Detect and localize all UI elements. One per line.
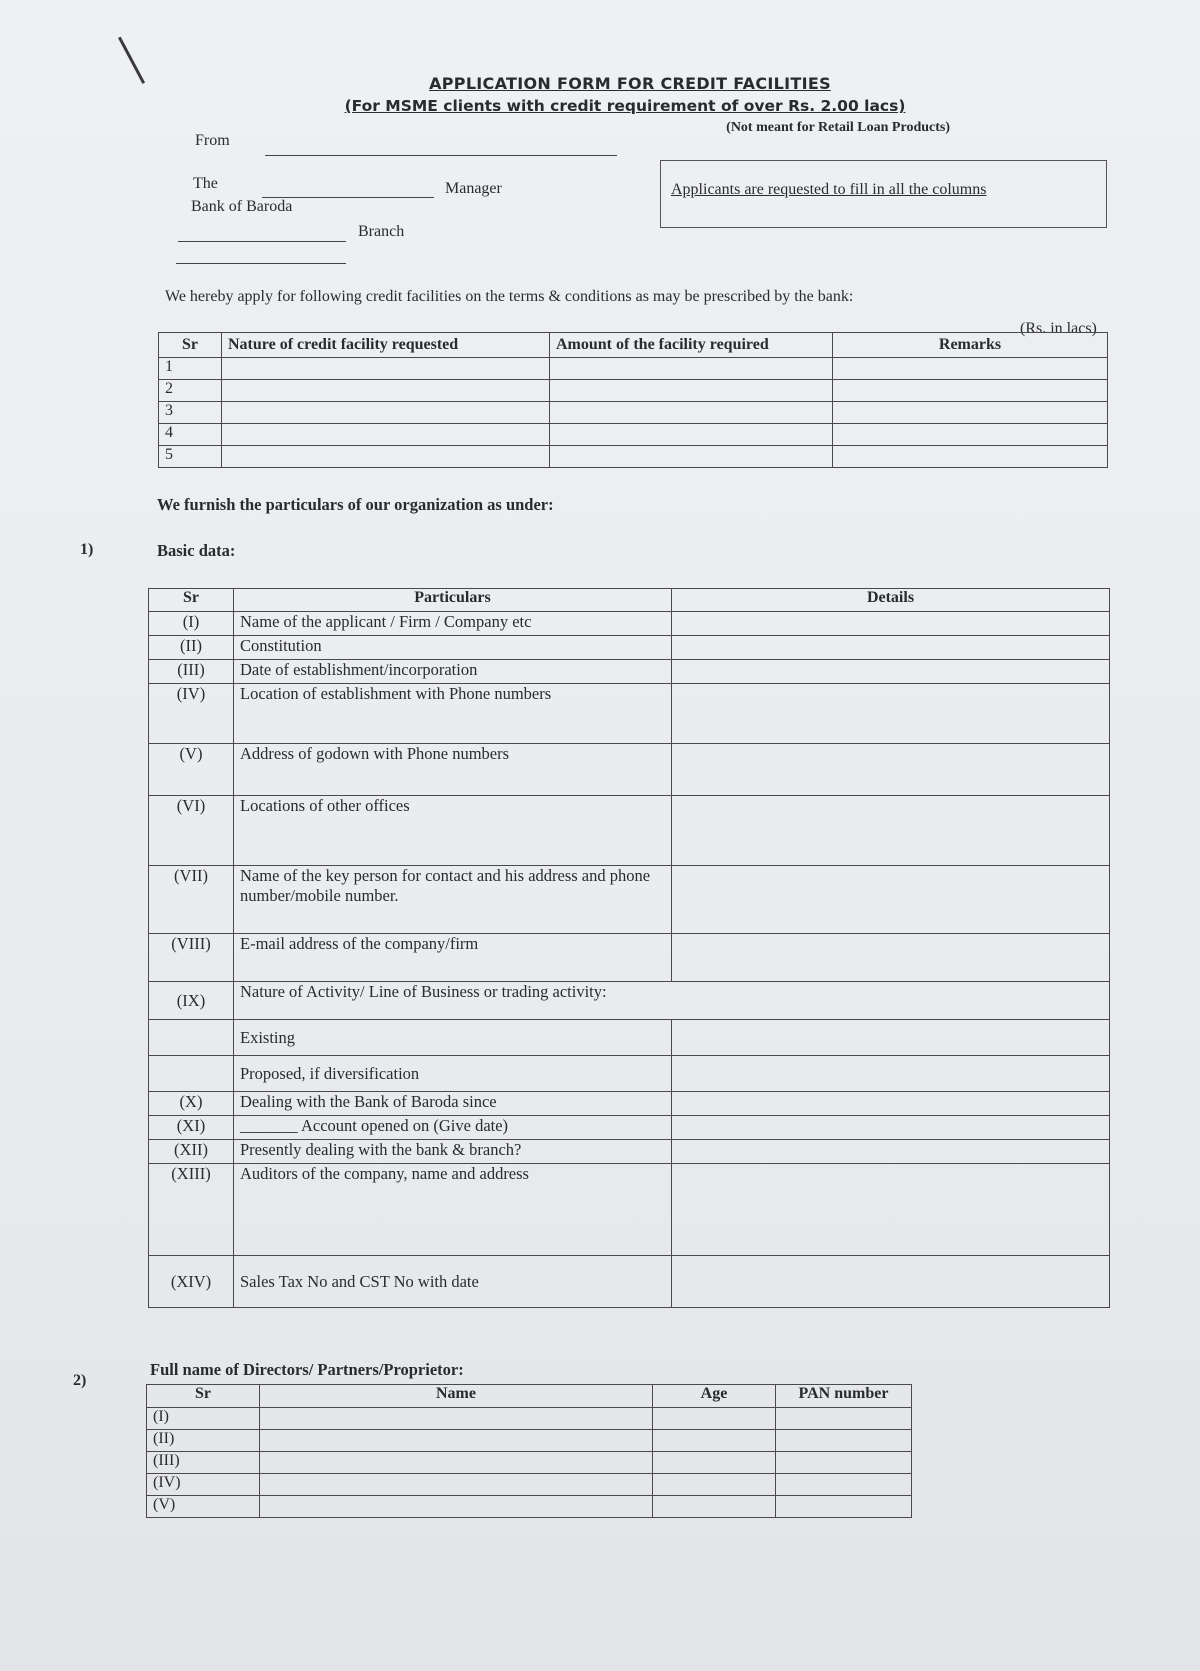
basic-details-cell[interactable] [672,612,1110,636]
form-note: (Not meant for Retail Loan Products) [726,120,950,135]
facility-amount-cell[interactable] [550,402,833,424]
basic-particular: Constitution [234,636,672,660]
directors-header-name: Name [260,1385,653,1408]
director-name-cell[interactable] [260,1474,653,1496]
director-name-cell[interactable] [260,1430,653,1452]
facility-sr: 3 [159,402,222,424]
directors-table [146,1384,912,1518]
section1-title: Basic data: [157,541,236,560]
branch-line[interactable] [178,241,346,242]
basic-sr: (XIII) [149,1164,234,1256]
facility-amount-cell[interactable] [550,358,833,380]
section2-number: 2) [73,1372,87,1389]
basic-particular: Nature of Activity/ Line of Business or trading activity: [234,982,1110,1020]
facility-nature-cell[interactable] [222,402,550,424]
director-pan-cell[interactable] [776,1452,912,1474]
basic-sr [149,1056,234,1092]
basic-header-row [149,589,1110,612]
basic-header-details: Details [672,589,1110,612]
table-row [159,380,1108,402]
director-name-cell[interactable] [260,1452,653,1474]
director-age-cell[interactable] [653,1452,776,1474]
director-pan-cell[interactable] [776,1496,912,1518]
form-subtitle: (For MSME clients with credit requirement of over Rs. 2.00 lacs) [344,97,906,115]
table-row [149,1116,1110,1140]
basic-particular: Locations of other offices [234,796,672,866]
facility-sr: 2 [159,380,222,402]
basic-details-cell[interactable] [672,1056,1110,1092]
facility-table [158,332,1108,468]
basic-particular: Auditors of the company, name and address [234,1164,672,1256]
basic-details-cell[interactable] [672,1164,1110,1256]
director-pan-cell[interactable] [776,1430,912,1452]
basic-details-cell[interactable] [672,1116,1110,1140]
table-row [149,612,1110,636]
facility-nature-cell[interactable] [222,380,550,402]
director-age-cell[interactable] [653,1430,776,1452]
facility-header-nature: Nature of credit facility requested [222,333,550,358]
facility-nature-cell[interactable] [222,358,550,380]
basic-particular: Sales Tax No and CST No with date [234,1256,672,1308]
table-row [159,424,1108,446]
from-line[interactable] [265,155,617,156]
basic-details-cell[interactable] [672,1092,1110,1116]
table-row [149,1164,1110,1256]
table-row [147,1474,912,1496]
basic-details-cell[interactable] [672,636,1110,660]
basic-details-cell[interactable] [672,1140,1110,1164]
facility-header-amount: Amount of the facility required [550,333,833,358]
basic-particular: Name of the key person for contact and his address and phone number/mobile number. [234,866,672,934]
manager-label: Manager [445,180,502,197]
basic-details-cell[interactable] [672,1256,1110,1308]
basic-particular: Date of establishment/incorporation [234,660,672,684]
table-row [159,446,1108,468]
directors-sr: (II) [147,1430,260,1452]
facility-remarks-cell[interactable] [833,446,1108,468]
facility-amount-cell[interactable] [550,380,833,402]
table-row [149,796,1110,866]
form-title: APPLICATION FORM FOR CREDIT FACILITIES [429,74,831,93]
table-row [147,1408,912,1430]
facility-amount-cell[interactable] [550,446,833,468]
basic-details-cell[interactable] [672,796,1110,866]
facility-sr: 5 [159,446,222,468]
director-pan-cell[interactable] [776,1408,912,1430]
table-row [147,1496,912,1518]
furnish-text: We furnish the particulars of our organization as under: [157,495,554,514]
basic-sr: (XI) [149,1116,234,1140]
basic-particular: _______ Account opened on (Give date) [234,1116,672,1140]
branch-label: Branch [358,223,405,240]
table-row [149,982,1110,1020]
director-age-cell[interactable] [653,1496,776,1518]
facility-sr: 1 [159,358,222,380]
basic-sr: (VI) [149,796,234,866]
basic-sr: (VIII) [149,934,234,982]
director-age-cell[interactable] [653,1474,776,1496]
facility-remarks-cell[interactable] [833,402,1108,424]
facility-sr: 4 [159,424,222,446]
basic-particular: E-mail address of the company/firm [234,934,672,982]
facility-remarks-cell[interactable] [833,358,1108,380]
directors-header-pan: PAN number [776,1385,912,1408]
table-row [149,1020,1110,1056]
basic-sr: (X) [149,1092,234,1116]
facility-header-row [159,333,1108,358]
table-row [149,1092,1110,1116]
basic-details-cell[interactable] [672,866,1110,934]
table-row [149,1140,1110,1164]
section2-title: Full name of Directors/ Partners/Proprietor: [150,1360,464,1379]
pencil-mark [118,37,145,84]
basic-details-cell[interactable] [672,934,1110,982]
table-row [149,1256,1110,1308]
basic-sr: (II) [149,636,234,660]
directors-sr: (V) [147,1496,260,1518]
basic-sr [149,1020,234,1056]
director-name-cell[interactable] [260,1496,653,1518]
basic-header-sr: Sr [149,589,234,612]
table-row [149,660,1110,684]
table-row [147,1430,912,1452]
directors-sr: (III) [147,1452,260,1474]
facility-nature-cell[interactable] [222,446,550,468]
basic-particular: Address of godown with Phone numbers [234,744,672,796]
basic-details-cell[interactable] [672,1020,1110,1056]
basic-sr: (IX) [149,982,234,1020]
the-label: The [193,175,218,192]
directors-header-row [147,1385,912,1408]
basic-sr: (XII) [149,1140,234,1164]
facility-header-sr: Sr [159,333,222,358]
basic-header-particulars: Particulars [234,589,672,612]
facility-remarks-cell[interactable] [833,424,1108,446]
table-row [149,934,1110,982]
facility-amount-cell[interactable] [550,424,833,446]
director-pan-cell[interactable] [776,1474,912,1496]
basic-sr: (XIV) [149,1256,234,1308]
basic-particular: Location of establishment with Phone numbers [234,684,672,744]
basic-data-table [148,588,1110,1308]
basic-details-cell[interactable] [672,744,1110,796]
table-row [147,1452,912,1474]
facility-nature-cell[interactable] [222,424,550,446]
section1-number: 1) [80,541,94,558]
basic-sr: (V) [149,744,234,796]
directors-header-sr: Sr [147,1385,260,1408]
basic-sr: (VII) [149,866,234,934]
table-row [149,744,1110,796]
basic-particular: Presently dealing with the bank & branch? [234,1140,672,1164]
table-row [149,866,1110,934]
basic-sr: (IV) [149,684,234,744]
from-label: From [195,132,230,149]
director-name-cell[interactable] [260,1408,653,1430]
directors-header-age: Age [653,1385,776,1408]
bank-label: Bank of Baroda [191,198,293,215]
units-label: (Rs. in lacs) [1020,320,1097,337]
facility-header-remarks: Remarks [833,333,1108,358]
notice-text: Applicants are requested to fill in all the columns [671,181,987,198]
basic-particular: Existing [234,1020,672,1056]
table-row [149,636,1110,660]
table-row [159,402,1108,424]
basic-particular: Dealing with the Bank of Baroda since [234,1092,672,1116]
directors-sr: (I) [147,1408,260,1430]
director-age-cell[interactable] [653,1408,776,1430]
table-row [159,358,1108,380]
basic-sr: (III) [149,660,234,684]
basic-details-cell[interactable] [672,660,1110,684]
table-row [149,1056,1110,1092]
branch-line-2[interactable] [176,263,346,264]
table-row [149,684,1110,744]
directors-sr: (IV) [147,1474,260,1496]
basic-particular: Proposed, if diversification [234,1056,672,1092]
notice-box [660,160,1107,228]
basic-sr: (I) [149,612,234,636]
intro-text: We hereby apply for following credit facilities on the terms & conditions as may be prescribed by the bank: [165,288,854,305]
facility-remarks-cell[interactable] [833,380,1108,402]
basic-details-cell[interactable] [672,684,1110,744]
basic-particular: Name of the applicant / Firm / Company etc [234,612,672,636]
